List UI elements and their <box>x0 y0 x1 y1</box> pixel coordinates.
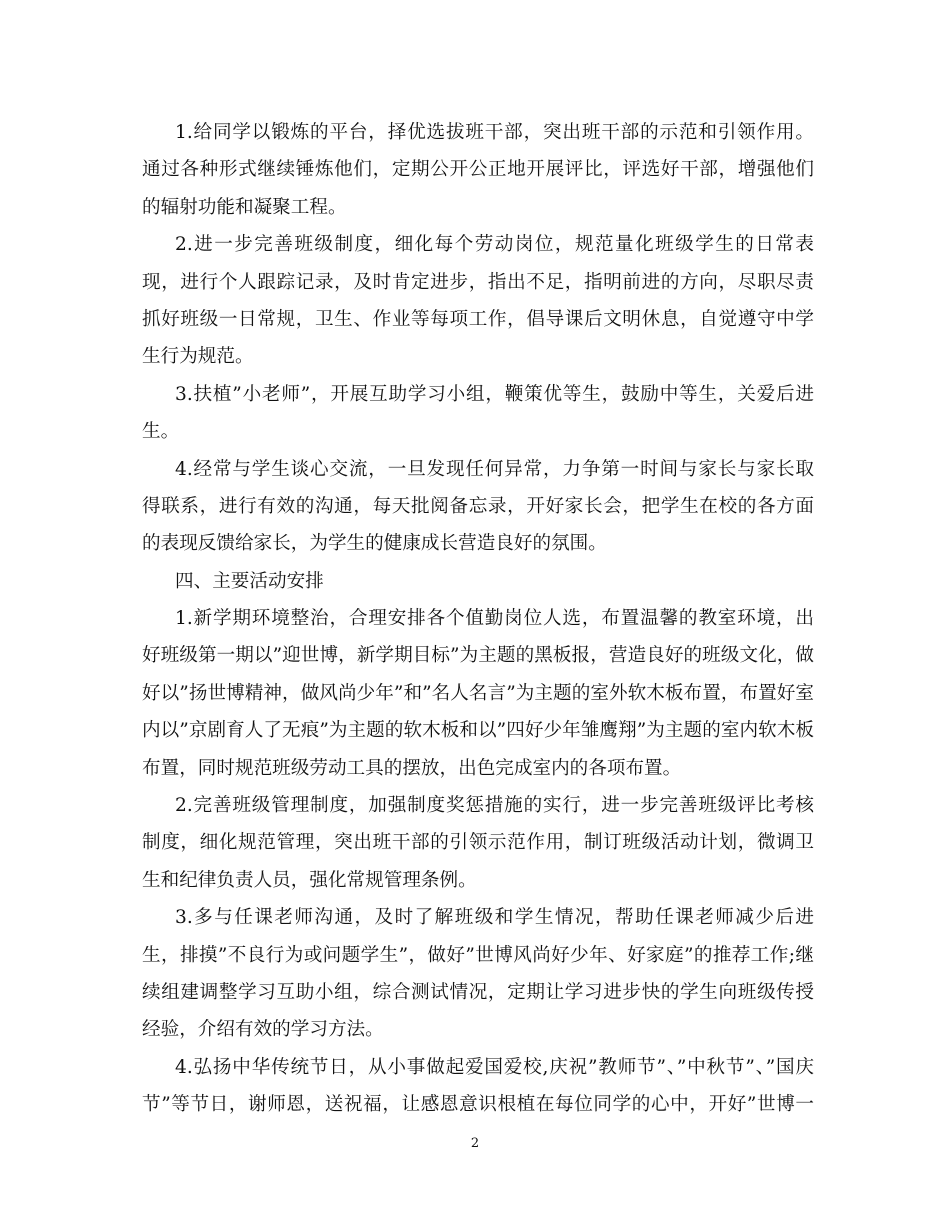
paragraph-3-line-1: 3.扶植”小老师”，开展互助学习小组，鞭策优等生，鼓励中等生，关爱后进 <box>175 383 814 405</box>
paragraph-7-line-3: 续组建调整学习互助小组，综合测试情况，定期让学习进步快的学生向班级传授 <box>142 981 814 1003</box>
paragraph-5-line-4: 内以”京剧育人了无痕”为主题的软木板和以”四好少年雏鹰翔”为主题的室内软木板 <box>142 720 814 742</box>
paragraph-6-line-3: 生和纪律负责人员，强化常规管理条例。 <box>142 869 477 891</box>
paragraph-2-line-1: 2.进一步完善班级制度，细化每个劳动岗位，规范量化班级学生的日常表 <box>175 234 814 256</box>
paragraph-5-line-5: 布置，同时规范班级劳动工具的摆放，出色完成室内的各项布置。 <box>142 757 682 779</box>
paragraph-4-line-3: 的表现反馈给家长，为学生的健康成长营造良好的氛围。 <box>142 533 607 555</box>
paragraph-2-line-4: 生行为规范。 <box>142 346 254 368</box>
paragraph-8-line-1: 4.弘扬中华传统节日，从小事做起爱国爱校,庆祝”教师节”、”中秋节”、”国庆 <box>175 1056 814 1078</box>
page-number: 2 <box>470 1136 480 1151</box>
paragraph-7-line-4: 经验，介绍有效的学习方法。 <box>142 1019 384 1041</box>
paragraph-4-line-2: 得联系，进行有效的沟通，每天批阅备忘录，开好家长会，把学生在校的各方面 <box>142 495 814 517</box>
paragraph-4-line-1: 4.经常与学生谈心交流，一旦发现任何异常，力争第一时间与家长与家长取 <box>175 458 814 480</box>
paragraph-2-line-2: 现，进行个人跟踪记录，及时肯定进步，指出不足，指明前进的方向，尽职尽责 <box>142 271 814 293</box>
paragraph-7-line-2: 生，排摸”不良行为或问题学生”，做好”世博风尚好少年、好家庭”的推荐工作;继 <box>142 944 814 966</box>
paragraph-1-line-1: 1.给同学以锻炼的平台，择优选拔班干部，突出班干部的示范和引领作用。 <box>175 122 814 143</box>
paragraph-5-line-1: 1.新学期环境整治，合理安排各个值勤岗位人选，布置温馨的教室环境，出 <box>175 608 814 630</box>
paragraph-1-line-2: 通过各种形式继续锤炼他们，定期公开公正地开展评比，评选好干部，增强他们 <box>142 159 814 181</box>
document-body <box>142 114 814 1124</box>
paragraph-8-line-2: 节”等节日，谢师恩，送祝福，让感恩意识根植在每位同学的心中，开好”世博一 <box>142 1094 814 1116</box>
section-heading: 四、主要活动安排 <box>175 570 324 592</box>
paragraph-5-line-3: 好以”扬世博精神，做风尚少年”和”名人名言”为主题的室外软木板布置，布置好室 <box>142 682 814 704</box>
paragraph-6-line-2: 制度，细化规范管理，突出班干部的引领示范作用，制订班级活动计划，微调卫 <box>142 832 814 854</box>
paragraph-1-line-3: 的辐射功能和凝聚工程。 <box>142 196 347 218</box>
paragraph-2-line-3: 抓好班级一日常规，卫生、作业等每项工作，倡导课后文明休息，自觉遵守中学 <box>142 308 814 330</box>
paragraph-3-line-2: 生。 <box>142 421 180 443</box>
paragraph-6-line-1: 2.完善班级管理制度，加强制度奖惩措施的实行，进一步完善班级评比考核 <box>175 795 814 817</box>
paragraph-7-line-1: 3.多与任课老师沟通，及时了解班级和学生情况，帮助任课老师减少后进 <box>175 907 814 929</box>
paragraph-5-line-2: 好班级第一期以”迎世博，新学期目标”为主题的黑板报，营造良好的班级文化，做 <box>142 645 814 667</box>
